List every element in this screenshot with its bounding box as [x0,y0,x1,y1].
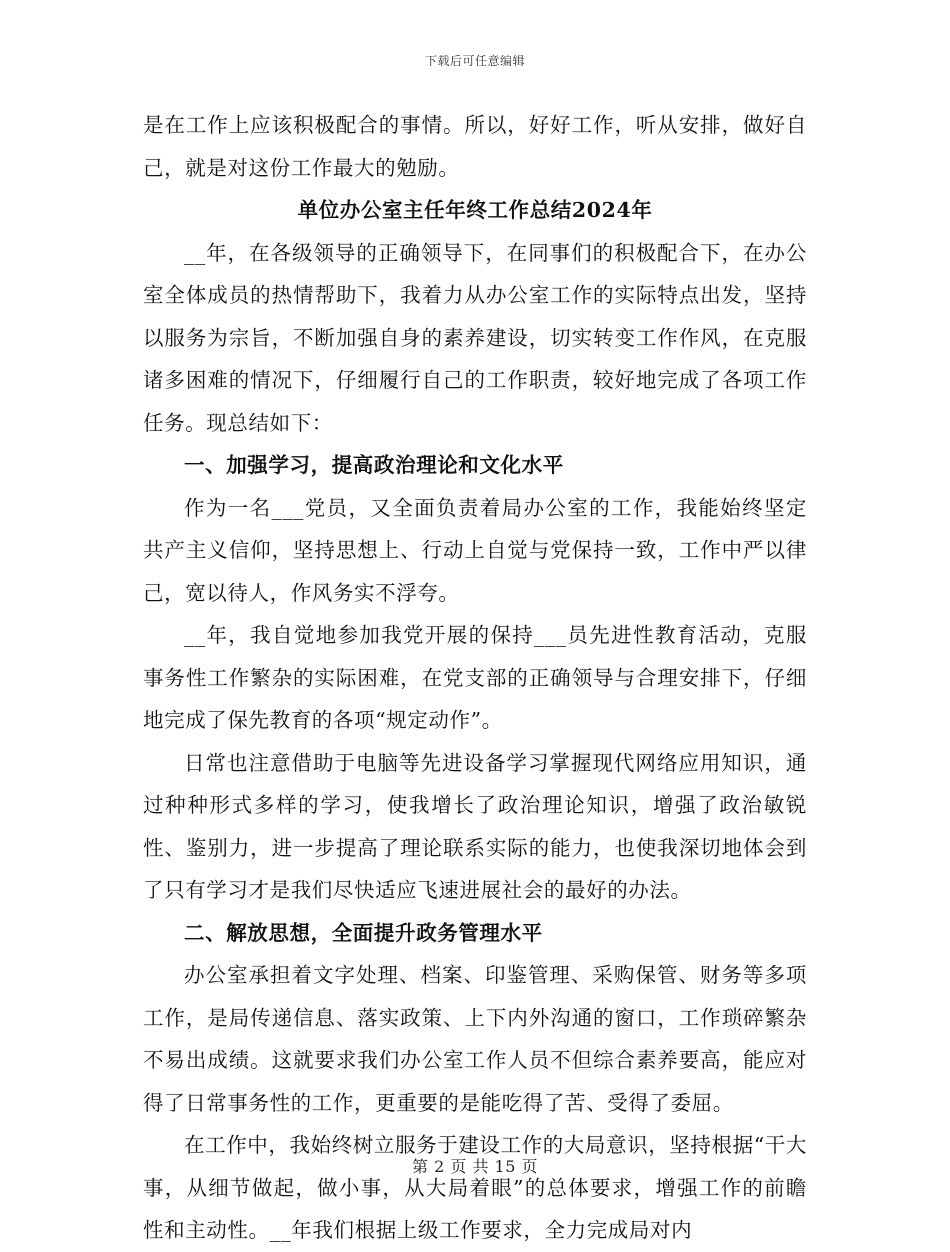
intro-paragraph: 是在工作上应该积极配合的事情。所以，好好工作，听从安排，做好自己，就是对这份工作最大的勉励。 [143,113,807,180]
paragraph-education-activity: __年，我自觉地参加我党开展的保持___员先进性教育活动，克服事务性工作繁杂的实际困难，在党支部的正确领导与合理安排下，仔细地完成了保先教育的各项“规定动作”。 [143,623,807,732]
document-title: 单位办公室主任年终工作总结2024年 [297,198,653,222]
paragraph-office-duties: 办公室承担着文字处理、档案、印鉴管理、采购保管、财务等多项工作，是局传递信息、落实政策、上下内外沟通的窗口，工作琐碎繁杂不易出成绩。这就要求我们办公室工作人员不但综合素养要高，能应对得了日常事务性的工作，更重要的是能吃得了苦、受得了委屈。 [143,963,807,1115]
document-body [143,104,807,1252]
page-number: 第 2 页 共 15 页 [412,1157,538,1176]
paragraph-work-approach: 在工作中，我始终树立服务于建设工作的大局意识，坚持根据“干大事，从细节做起，做小事，从大局着眼”的总体要求，增强工作的前瞻性和主动性。__年我们根据上级工作要求，全力完成局对内 [143,1133,807,1242]
paragraph-overview: __年，在各级领导的正确领导下，在同事们的积极配合下，在办公室全体成员的热情帮助下，我着力从办公室工作的实际特点出发，坚持以服务为宗旨，不断加强自身的素养建设，切实转变工作作风，在克服诸多困难的情况下，仔细履行自己的工作职责，较好地完成了各项工作任务。现总结如下： [143,240,807,435]
page-header: 下载后可任意编辑 [424,54,525,68]
paragraph-party-member: 作为一名___党员，又全面负责着局办公室的工作，我能始终坚定共产主义信仰，坚持思想上、行动上自觉与党保持一致，工作中严以律己，宽以待人，作风务实不浮夸。 [143,495,807,605]
section-heading-2: 二、解放思想，全面提升政务管理水平 [184,920,543,945]
section-heading-1: 一、加强学习，提高政治理论和文化水平 [184,453,564,477]
paragraph-learning: 日常也注意借助于电脑等先进设备学习掌握现代网络应用知识，通过种种形式多样的学习，使我增长了政治理论知识，增强了政治敏锐性、鉴别力，进一步提高了理论联系实际的能力，也使我深切地体会到了只有学习才是我们尽快适应飞速进展社会的最好的办法。 [143,750,807,902]
